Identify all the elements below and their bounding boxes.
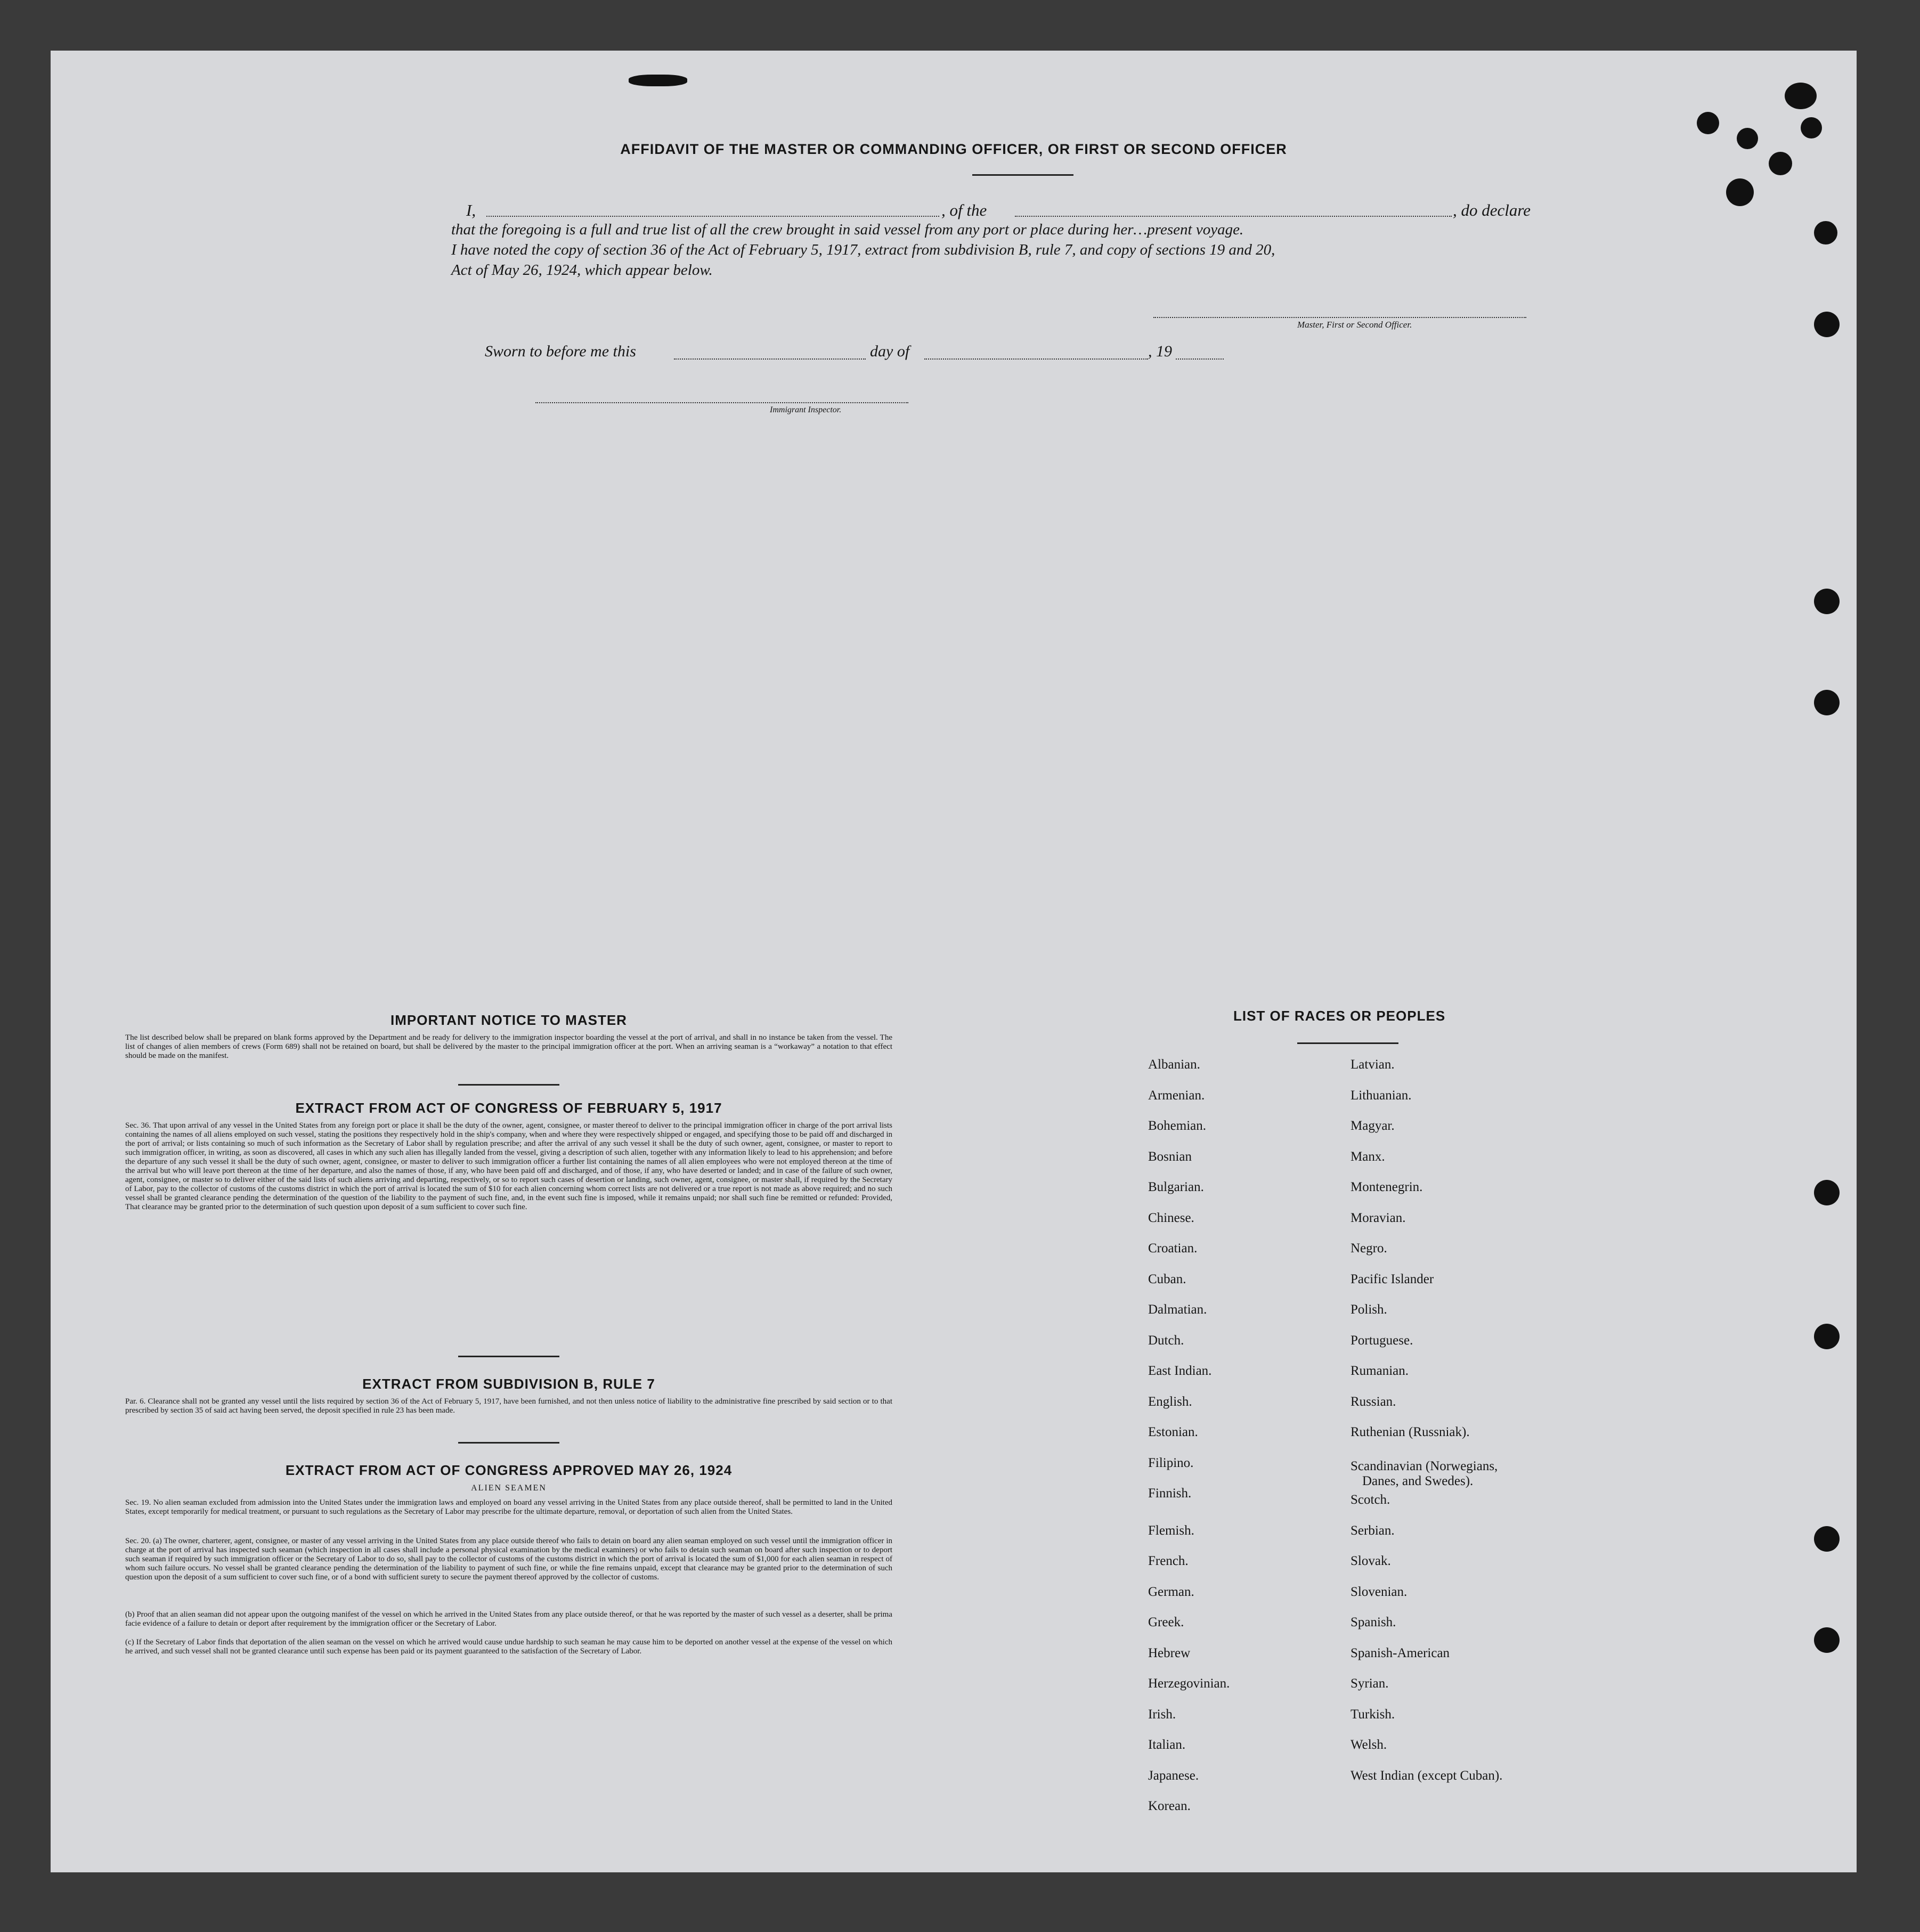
race-item: Herzegovinian.: [1148, 1676, 1230, 1691]
punch-hole: [1814, 1627, 1840, 1653]
bleed-through-text: [424, 104, 1755, 124]
race-item: Lithuanian.: [1350, 1088, 1412, 1103]
ink-blot: [629, 75, 687, 86]
punch-hole: [1814, 312, 1840, 337]
affidavit-title-rule: [972, 174, 1073, 176]
affidavit-title: AFFIDAVIT OF THE MASTER OR COMMANDING OFFICER, OR FIRST OR SECOND OFFICER: [620, 141, 1287, 157]
race-item: Scotch.: [1350, 1493, 1390, 1507]
race-item: Flemish.: [1148, 1523, 1194, 1538]
race-item: French.: [1148, 1554, 1189, 1568]
race-item: Filipino.: [1148, 1455, 1194, 1470]
race-item: Manx.: [1350, 1149, 1385, 1164]
race-item: Spanish-American: [1350, 1645, 1450, 1660]
race-item: Moravian.: [1350, 1210, 1406, 1225]
race-item: Latvian.: [1350, 1057, 1395, 1072]
race-item: Serbian.: [1350, 1523, 1395, 1538]
race-item: Negro.: [1350, 1241, 1387, 1256]
affidavit-of-the-label: , of the: [941, 201, 987, 219]
race-item: Montenegrin.: [1350, 1180, 1423, 1194]
officer-signature-label: Master, First or Second Officer.: [1297, 320, 1412, 330]
race-item: Cuban.: [1148, 1271, 1186, 1286]
race-item: Armenian.: [1148, 1088, 1205, 1103]
punch-hole: [1814, 1324, 1840, 1349]
day-of-label: day of: [870, 343, 910, 360]
race-item: Estonian.: [1148, 1425, 1198, 1439]
race-item: Hebrew: [1148, 1645, 1191, 1660]
sworn-month-line: [924, 358, 1148, 360]
extract-1924-sec19: Sec. 19. No alien seaman excluded from admission into the United States under the immigration laws and employed on board any vessel arriving in the United States from any place outside thereof, shall be permitted to land in the United States, except temporarily for medical treatment, or pursuant to such regulations as the Secretary of Labor may prescribe for the ultimate departure, removal, or deportation of such alien from the United States.: [125, 1498, 892, 1516]
race-item: Finnish.: [1148, 1486, 1192, 1501]
inspector-signature-line: [535, 402, 908, 403]
extract-rule7-rule: [458, 1442, 559, 1444]
extract-1924-sec20b: (b) Proof that an alien seaman did not appear upon the outgoing manifest of the vessel on which he arrived in the United States from any place outside thereof, or that he was reported by the master of such vessel as a deserter, shall be prima facie evidence of a failure to detain or deport after requirement by the immigration officer or the Secretary of Labor.: [125, 1610, 892, 1628]
race-item: Korean.: [1148, 1799, 1191, 1813]
sworn-year-line: [1176, 358, 1224, 360]
affidavit-line-3: Act of May 26, 1924, which appear below.: [451, 262, 713, 279]
extract-1924-sec20a: Sec. 20. (a) The owner, charterer, agent, consignee, or master of any vessel arriving in the United States from any place outside thereof who fails to detain on board any alien seaman employed on such vessel until the immigration officer in charge at the port of arrival has inspected such seaman (which inspection in all cases shall include a personal physical examination by the medical examiners) or who fails to detain such seaman on board after such inspection or to deport such seaman if required by such immigration officer or the Secretary of Labor to do so, shall pay to the collector of customs of the customs district in which the port of arrival is located the sum of $1,000 for each alien seaman in respect of whom such failure occurs. No vessel shall be granted clearance pending the determination of the liability to payment of such fine, or while the fine remains unpaid, except that clearance may be granted prior to the determination of such question upon the deposit of a sum sufficient to cover such fine, or of a bond with sufficient surety to secure the payment thereof approved by the collector of customs.: [125, 1537, 892, 1582]
race-item: Dutch.: [1148, 1333, 1184, 1348]
race-item: Russian.: [1350, 1394, 1396, 1409]
inspector-label: Immigrant Inspector.: [770, 405, 842, 414]
extract-1917-rule: [458, 1356, 559, 1357]
affidavit-do-declare: , do declare: [1453, 201, 1531, 219]
race-item: Bohemian.: [1148, 1119, 1207, 1133]
sworn-label: Sworn to before me this: [485, 343, 636, 360]
ink-blot: [1801, 117, 1822, 138]
officer-signature-line: [1153, 317, 1526, 318]
race-item: Bosnian: [1148, 1149, 1192, 1164]
extract-1917-title: EXTRACT FROM ACT OF CONGRESS OF FEBRUARY 5, 1917: [295, 1100, 722, 1116]
race-item: Japanese.: [1148, 1768, 1199, 1783]
affidavit-name-line: [486, 216, 939, 217]
race-item: Chinese.: [1148, 1210, 1194, 1225]
race-item: Bulgarian.: [1148, 1180, 1204, 1194]
year-label: , 19: [1148, 343, 1172, 360]
race-item: Italian.: [1148, 1738, 1186, 1752]
affidavit-line-1: that the foregoing is a full and true list of all the crew brought in said vessel from any port or place during her…present voyage.: [451, 221, 1244, 238]
race-item: Rumanian.: [1350, 1364, 1409, 1378]
race-item: Pacific Islander: [1350, 1271, 1434, 1286]
race-item: Magyar.: [1350, 1119, 1395, 1133]
notice-title: IMPORTANT NOTICE TO MASTER: [390, 1012, 627, 1028]
race-item: Dalmatian.: [1148, 1302, 1207, 1317]
race-item: Greek.: [1148, 1615, 1184, 1629]
punch-hole: [1814, 1180, 1840, 1205]
extract-rule7-body: Par. 6. Clearance shall not be granted any vessel until the lists required by section 36 of the Act of February 5, 1917, have been furnished, and not then unless notice of liability to the administrative fine prescribed by said section or to that prescribed by section 35 of said act having been served, the deposit specified in rule 23 has been made.: [125, 1397, 892, 1415]
ink-blot: [1726, 178, 1754, 206]
race-item: Syrian.: [1350, 1676, 1389, 1691]
race-item: East Indian.: [1148, 1364, 1212, 1378]
race-item: Albanian.: [1148, 1057, 1200, 1072]
extract-1917-body: Sec. 36. That upon arrival of any vessel in the United States from any foreign port or place it shall be the duty of the owner, agent, consignee, or master thereof to deliver to the principal immigration officer in charge of the port arrival lists containing the names of all aliens employed on such vessel, stating the positions they respectively hold in the ship's company, when and where they were respectively shipped or engaged, and specifying those to be paid off and discharged in the port of arrival; or lists containing so much of such information as the Secretary of Labor shall by regulation prescribe; and after the arrival of any such vessel it shall be the duty of such owner, agent, consignee, or master to report to such immigration officer, in writing, as soon as discovered, all cases in which any such alien has illegally landed from the vessel, giving a description of such alien, together with any information likely to lead to his apprehension; and before the departure of any such vessel it shall be the duty of such owner, agent, consignee, or master to deliver to such immigration officer a further list containing the names of all alien employees who were not employed thereon at the time of the arrival but who will leave port thereon at the time of her departure, and also the names of those, if any, who have been paid off and discharged, and of those, if any, who have deserted or landed; and in case of the failure of such owner, agent, consignee, or master so to deliver either of the said lists of such aliens arriving and departing, respectively, or so to report such cases of desertion or landing, such owner, agent, consignee, or master shall, if required by the Secretary of Labor, pay to the collector of customs of the customs district in which the port of arrival is located the sum of $10 for each alien concerning whom correct lists are not delivered or a true report is not made as above required; and no such vessel shall be granted clearance pending the determination of the question of the liability to the payment of such fine, and, in the event such fine is imposed, while it remains unpaid; nor shall such fine be remitted or refunded: Provided, That clearance may be granted prior to the determination of such question upon deposit of a sum sufficient to cover such fine.: [125, 1121, 892, 1211]
race-item: Spanish.: [1350, 1615, 1396, 1629]
race-item: West Indian (except Cuban).: [1350, 1768, 1503, 1783]
extract-1924-title: EXTRACT FROM ACT OF CONGRESS APPROVED MAY 26, 1924: [285, 1462, 733, 1478]
race-item: English.: [1148, 1394, 1192, 1409]
extract-1924-subtitle: ALIEN SEAMEN: [471, 1483, 547, 1493]
race-item: Welsh.: [1350, 1738, 1387, 1752]
race-item: Danes, and Swedes).: [1362, 1473, 1474, 1488]
race-item: Slovak.: [1350, 1554, 1391, 1568]
race-item: Slovenian.: [1350, 1584, 1408, 1599]
punch-hole: [1814, 690, 1840, 715]
races-title: LIST OF RACES OR PEOPLES: [1233, 1008, 1446, 1024]
ink-blot: [1814, 221, 1837, 244]
punch-hole: [1814, 589, 1840, 614]
race-item: Irish.: [1148, 1707, 1176, 1722]
affidavit-line-2: I have noted the copy of section 36 of the Act of February 5, 1917, extract from subdivision B, rule 7, and copy of sections 19 and 20,: [451, 241, 1275, 258]
affidavit-i-label: I,: [466, 201, 476, 219]
races-title-rule: [1297, 1042, 1398, 1044]
race-item: Turkish.: [1350, 1707, 1395, 1722]
notice-body: The list described below shall be prepared on blank forms approved by the Department and be ready for delivery to the immigration inspector boarding the vessel at the port of arrival, and shall in no instance be taken from the vessel. The list of changes of alien members of crews (Form 689) shall not be retained on board, but shall be delivered by the master to the principal immigration officer at the port. When an arriving seaman is a “workaway” a notation to that effect should be made on the manifest.: [125, 1033, 892, 1060]
race-item: Scandinavian (Norwegians,: [1350, 1458, 1498, 1473]
race-item: Croatian.: [1148, 1241, 1198, 1256]
affidavit-vessel-line: [1015, 216, 1452, 217]
race-item: German.: [1148, 1584, 1194, 1599]
sworn-day-line: [674, 358, 866, 360]
notice-rule: [458, 1084, 559, 1086]
extract-1924-sec20c: (c) If the Secretary of Labor finds that deportation of the alien seaman on the vessel on which he arrived would cause undue hardship to such seaman he may cause him to be deported on another vessel at the expense of the vessel on which he arrived, and such vessel shall not be granted clearance until such expense has been paid or its payment guaranteed to the satisfaction of the Secretary of Labor.: [125, 1638, 892, 1656]
race-item: Ruthenian (Russniak).: [1350, 1425, 1470, 1439]
extract-rule7-title: EXTRACT FROM SUBDIVISION B, RULE 7: [362, 1376, 655, 1392]
punch-hole: [1814, 1526, 1840, 1552]
race-item: Polish.: [1350, 1302, 1387, 1317]
race-item: Portuguese.: [1350, 1333, 1413, 1348]
manifest-back-page: [51, 51, 1857, 1872]
ink-blot: [1785, 83, 1817, 109]
